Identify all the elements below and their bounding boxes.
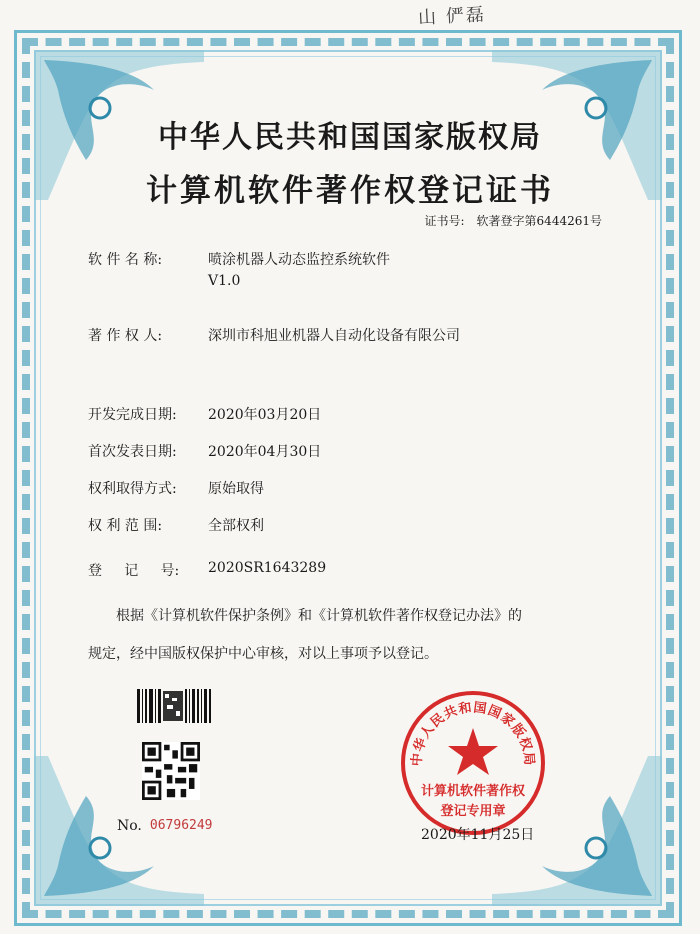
- field-value: 2020SR1643289: [208, 560, 327, 576]
- handwritten-note: 山 俨磊: [417, 4, 487, 29]
- serial-label: No.: [117, 818, 142, 834]
- field-label: 登 记 号:: [88, 563, 180, 579]
- cert-no-value: 软著登字第6444261号: [476, 214, 602, 228]
- field-pub-date: [88, 441, 321, 461]
- field-value: 喷涂机器人动态监控系统软件: [208, 252, 390, 268]
- field-registration-number: [88, 560, 326, 580]
- body-paragraph: 规定，经中国版权保护中心审核，对以上事项予以登记。: [88, 646, 438, 662]
- serial-number: [117, 818, 213, 834]
- certificate-number: [425, 212, 603, 229]
- field-software-name: [88, 249, 390, 269]
- field-acquire-method: [88, 478, 264, 498]
- issue-date: 2020年11月25日: [421, 827, 535, 843]
- seal-ring-text: 中华人民共和国国家版权局: [409, 700, 537, 767]
- field-value: 2020年03月20日: [208, 407, 322, 423]
- field-label: 首次发表日期:: [88, 444, 177, 460]
- field-value: 深圳市科旭业机器人自动化设备有限公司: [208, 328, 460, 344]
- field-rights-scope: [88, 515, 264, 535]
- seal-text-line: 登记专用章: [440, 804, 506, 819]
- field-dev-date: [88, 404, 321, 424]
- seal-text-line: 计算机软件著作权: [420, 784, 525, 799]
- field-value: 2020年04月30日: [208, 444, 322, 460]
- serial-value: 06796249: [149, 818, 213, 833]
- field-label: 权 利 范 围:: [88, 518, 163, 534]
- field-value: 全部权利: [208, 518, 264, 534]
- qr-code-image: [142, 742, 200, 800]
- field-label: 著 作 权 人:: [88, 328, 163, 344]
- field-version: V1.0: [208, 273, 241, 289]
- field-owner: [88, 325, 460, 345]
- cert-no-label: 证书号:: [424, 214, 465, 228]
- field-value: 原始取得: [208, 481, 264, 497]
- field-label: 开发完成日期:: [88, 407, 177, 423]
- field-label: 权利取得方式:: [88, 481, 177, 497]
- issuer-title: 中华人民共和国国家版权局: [158, 120, 542, 155]
- certificate-title: 计算机软件著作权登记证书: [146, 173, 554, 209]
- field-label: 软 件 名 称:: [88, 252, 163, 268]
- body-paragraph: 根据《计算机软件保护条例》和《计算机软件著作权登记办法》的: [116, 608, 522, 624]
- barcode-image: [137, 689, 212, 723]
